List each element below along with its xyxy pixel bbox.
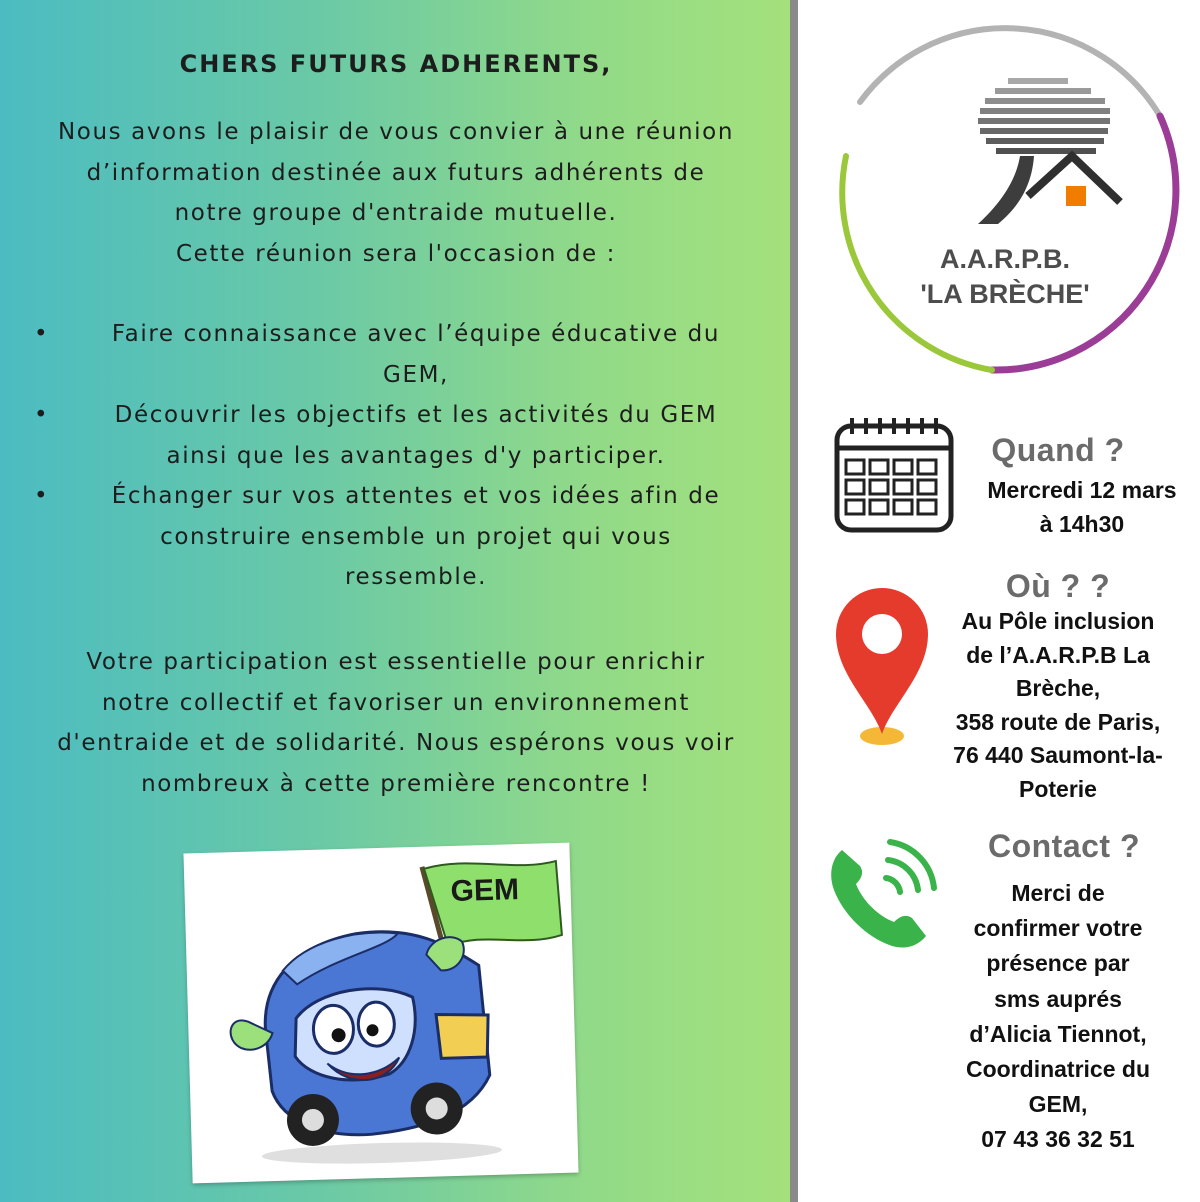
- bullet-line: GEM,: [383, 361, 449, 388]
- calendar-icon: [834, 414, 956, 534]
- bullet-dot: •: [34, 483, 50, 509]
- address-line: Poterie: [1019, 775, 1097, 802]
- bullet-dot: •: [34, 402, 50, 428]
- bullet-list: [18, 314, 774, 598]
- panel-divider: [790, 0, 798, 1202]
- when-title: Quand ?: [991, 432, 1125, 468]
- bullet-line: ressemble.: [344, 564, 488, 590]
- contact-title: Contact ?: [987, 828, 1141, 864]
- logo-ring-icon: [820, 6, 1190, 376]
- flag-text: GEM: [450, 873, 520, 909]
- bullet-line: ainsi que les avantages d'y participer.: [166, 442, 666, 469]
- address-line: Brèche,: [1015, 675, 1101, 701]
- bullet-item: [18, 314, 774, 395]
- intro-line: notre groupe d'entraide mutuelle.: [174, 200, 618, 226]
- aarpb-logo: [820, 6, 1190, 376]
- contact-line: Merci de: [1011, 880, 1105, 906]
- gem-van-illustration: [183, 843, 578, 1184]
- outro-line: Votre participation est essentielle pour enrichir: [86, 649, 706, 675]
- bullet-item: [18, 476, 774, 598]
- where-title: Où ? ?: [1005, 568, 1111, 604]
- contact-line: confirmer votre: [973, 915, 1143, 942]
- outro-line: notre collectif et favoriser un environnement: [102, 689, 690, 716]
- phone-icon: [828, 838, 938, 950]
- letter-intro: [18, 112, 774, 274]
- contact-phone-number: 07 43 36 32 51: [981, 1126, 1135, 1153]
- address-line: 358 route de Paris,: [955, 708, 1161, 735]
- contact-line: présence par: [986, 950, 1130, 977]
- bullet-dot: •: [34, 321, 50, 347]
- when-date: Mercredi 12 mars: [987, 477, 1177, 503]
- info-panel: [798, 0, 1200, 1202]
- intro-line: d’information destinée aux futurs adhérents de: [86, 159, 706, 186]
- contact-line: GEM,: [1028, 1091, 1088, 1118]
- address-line: 76 440 Saumont-la-: [953, 742, 1163, 768]
- contact-line: sms auprés: [994, 985, 1122, 1012]
- van-mascot-icon: [183, 843, 578, 1184]
- location-pin-icon: [832, 584, 932, 752]
- contact-line: Coordinatrice du: [965, 1056, 1150, 1083]
- where-address: [936, 605, 1180, 806]
- contact-details: [938, 876, 1178, 1158]
- logo-line-1: A.A.R.P.B.: [939, 244, 1071, 274]
- letter-outro: [18, 642, 774, 804]
- bullet-line: construire ensemble un projet qui vous: [160, 523, 672, 550]
- outro-line: d'entraide et de solidarité. Nous espérons vous voir: [57, 730, 735, 756]
- bullet-line: Faire connaissance avec l’équipe éducative du: [111, 321, 721, 347]
- address-line: de l’A.A.R.P.B La: [966, 641, 1150, 668]
- intro-line: Cette réunion sera l'occasion de :: [175, 240, 617, 267]
- window-shape: [1066, 186, 1086, 206]
- outro-line: nombreux à cette première rencontre !: [141, 770, 651, 797]
- when-time: à 14h30: [1039, 510, 1125, 537]
- letter-title: CHERS FUTURS ADHERENTS,: [179, 50, 613, 78]
- address-line: Au Pôle inclusion: [961, 608, 1155, 634]
- when-details: [966, 474, 1198, 541]
- bullet-line: Échanger sur vos attentes et vos idées afin de: [111, 483, 721, 509]
- bullet-item: [18, 395, 774, 476]
- logo-line-2: 'LA BRÈCHE': [920, 279, 1090, 309]
- bullet-line: Découvrir les objectifs et les activités du GEM: [114, 402, 718, 428]
- contact-line: d’Alicia Tiennot,: [969, 1020, 1147, 1047]
- intro-line: Nous avons le plaisir de vous convier à une réunion: [57, 119, 734, 145]
